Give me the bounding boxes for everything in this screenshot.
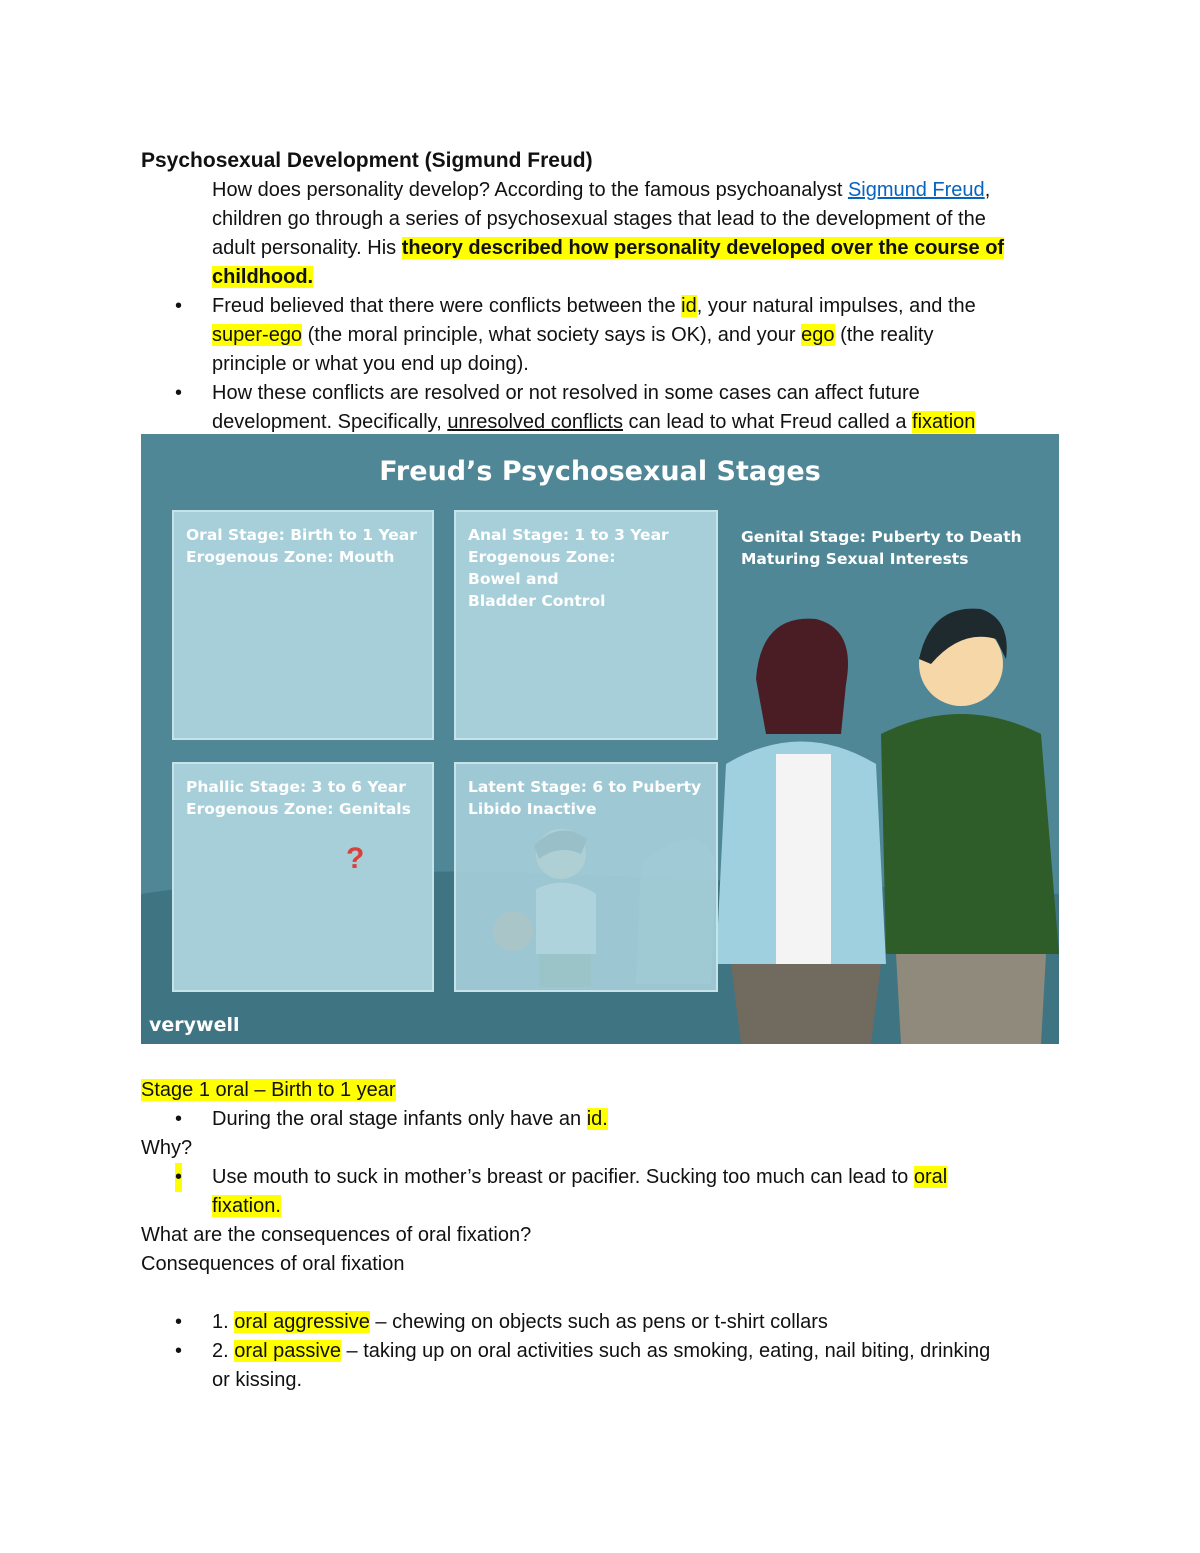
question-mark-icon: ? — [346, 842, 365, 875]
stage1-heading-text: Stage 1 oral – Birth to 1 year — [141, 1079, 396, 1101]
term-fixation: fixation — [912, 411, 976, 433]
stage1-bullet — [141, 1105, 1061, 1134]
term-oral-passive: oral passive — [234, 1340, 341, 1362]
intro-text-2: children go through a series of psychosexual stages that lead to the development of the — [212, 208, 986, 230]
why-bullet — [141, 1163, 1061, 1221]
phallic-stage-label — [186, 776, 411, 820]
phallic-stage-panel — [172, 762, 434, 992]
bullet-fixation — [141, 379, 1061, 437]
term-id-2: id. — [586, 1108, 608, 1130]
consequence-2 — [141, 1337, 1061, 1395]
infographic-title: Freud’s Psychosexual Stages — [379, 456, 821, 487]
genital-stage-label — [741, 526, 1022, 570]
bullet-conflicts — [141, 292, 1061, 379]
bullet2-text-a: How these conflicts are resolved or not resolved in some cases can affect future — [212, 382, 920, 404]
anal-stage-title: Anal Stage: 1 to 3 Year — [468, 526, 669, 544]
bullet1-text-e: principle or what you end up doing). — [212, 353, 529, 375]
anal-stage-zone: Erogenous Zone: — [468, 548, 616, 566]
why-bullet-text: Use mouth to suck in mother’s breast or pacifier. Sucking too much can lead to — [212, 1166, 914, 1188]
genital-stage-title: Genital Stage: Puberty to Death — [741, 528, 1022, 546]
bullet1-text-d: (the reality — [834, 324, 934, 346]
oral-stage-title: Oral Stage: Birth to 1 Year — [186, 526, 417, 544]
genital-stage-interests: Maturing Sexual Interests — [741, 550, 969, 568]
spacer — [141, 1279, 1061, 1308]
sigmund-freud-link[interactable]: Sigmund Freud — [847, 179, 985, 201]
intro-highlight-1: theory described how personality developed over the course of — [401, 237, 1005, 259]
intro-block — [141, 146, 1061, 437]
term-super-ego: super-ego — [212, 324, 303, 346]
intro-paragraph: How does personality develop? According to the famous psychoanalyst Sigmund Freud, children go through a series of psychosexual stages that lead to the development of the adult personality. His theory described how personality developed over the course of childhood. — [212, 179, 1005, 288]
consequence2-text: – taking up on oral activities such as smoking, eating, nail biting, drinking — [340, 1340, 991, 1362]
anal-stage-zone-2: Bowel and — [468, 570, 559, 588]
bullet1-text-a: Freud believed that there were conflicts between the — [212, 295, 682, 317]
stage1-bullet-text: During the oral stage infants only have an — [212, 1108, 587, 1130]
term-oral-aggressive: oral aggressive — [234, 1311, 370, 1333]
intro-text-3: adult personality. His — [212, 237, 402, 259]
bullet-dot: • — [175, 1311, 183, 1333]
consequence2-number: 2. — [212, 1340, 235, 1362]
term-oral: oral — [913, 1166, 948, 1188]
bullet-dot: • — [175, 1340, 183, 1362]
consequence2-text-2: or kissing. — [212, 1369, 303, 1391]
verywell-logo: verywell — [149, 1014, 240, 1036]
bullet2-text-c: can lead to what Freud called a — [622, 411, 913, 433]
latent-stage-libido: Libido Inactive — [468, 800, 597, 818]
term-ego: ego — [801, 324, 835, 346]
stage1-section — [141, 1076, 1061, 1395]
consequence-1 — [141, 1308, 1061, 1337]
term-id: id — [681, 295, 697, 317]
consequences-question: What are the consequences of oral fixation? — [141, 1224, 532, 1246]
page-title: Psychosexual Development (Sigmund Freud) — [141, 149, 593, 172]
bullet-dot: • — [175, 295, 183, 317]
bullet1-text-b: , your natural impulses, and the — [696, 295, 976, 317]
oral-stage-zone: Erogenous Zone: Mouth — [186, 548, 395, 566]
bullet-dot: • — [175, 1163, 182, 1192]
bullet-dot: • — [175, 1108, 183, 1130]
phallic-stage-zone: Erogenous Zone: Genitals — [186, 800, 411, 818]
oral-stage-panel — [172, 510, 434, 740]
anal-stage-panel — [454, 510, 718, 740]
intro-highlight-2: childhood. — [212, 266, 314, 288]
unresolved-conflicts-text: unresolved conflicts — [447, 411, 623, 433]
psychosexual-stages-infographic — [141, 434, 1059, 1044]
why-question: Why? — [141, 1137, 193, 1159]
phallic-stage-title: Phallic Stage: 3 to 6 Year — [186, 778, 406, 796]
bullet2-text-b: development. Specifically, — [212, 411, 448, 433]
oral-stage-label — [186, 524, 417, 568]
consequence1-number: 1. — [212, 1311, 235, 1333]
anal-stage-label — [468, 524, 669, 612]
bullet1-text-c: (the moral principle, what society says is OK), and your — [302, 324, 802, 346]
intro-text-1: How does personality develop? According to the famous psychoanalyst — [212, 179, 848, 201]
consequence1-text: – chewing on objects such as pens or t-shirt collars — [369, 1311, 828, 1333]
latent-stage-panel — [454, 762, 718, 992]
consequences-heading: Consequences of oral fixation — [141, 1253, 405, 1275]
anal-stage-zone-3: Bladder Control — [468, 592, 606, 610]
bullet-dot: • — [175, 382, 183, 404]
stage1-heading — [141, 1076, 1061, 1105]
latent-stage-label — [468, 776, 701, 820]
latent-stage-title: Latent Stage: 6 to Puberty — [468, 778, 702, 796]
term-fixation-2: fixation. — [212, 1195, 281, 1217]
